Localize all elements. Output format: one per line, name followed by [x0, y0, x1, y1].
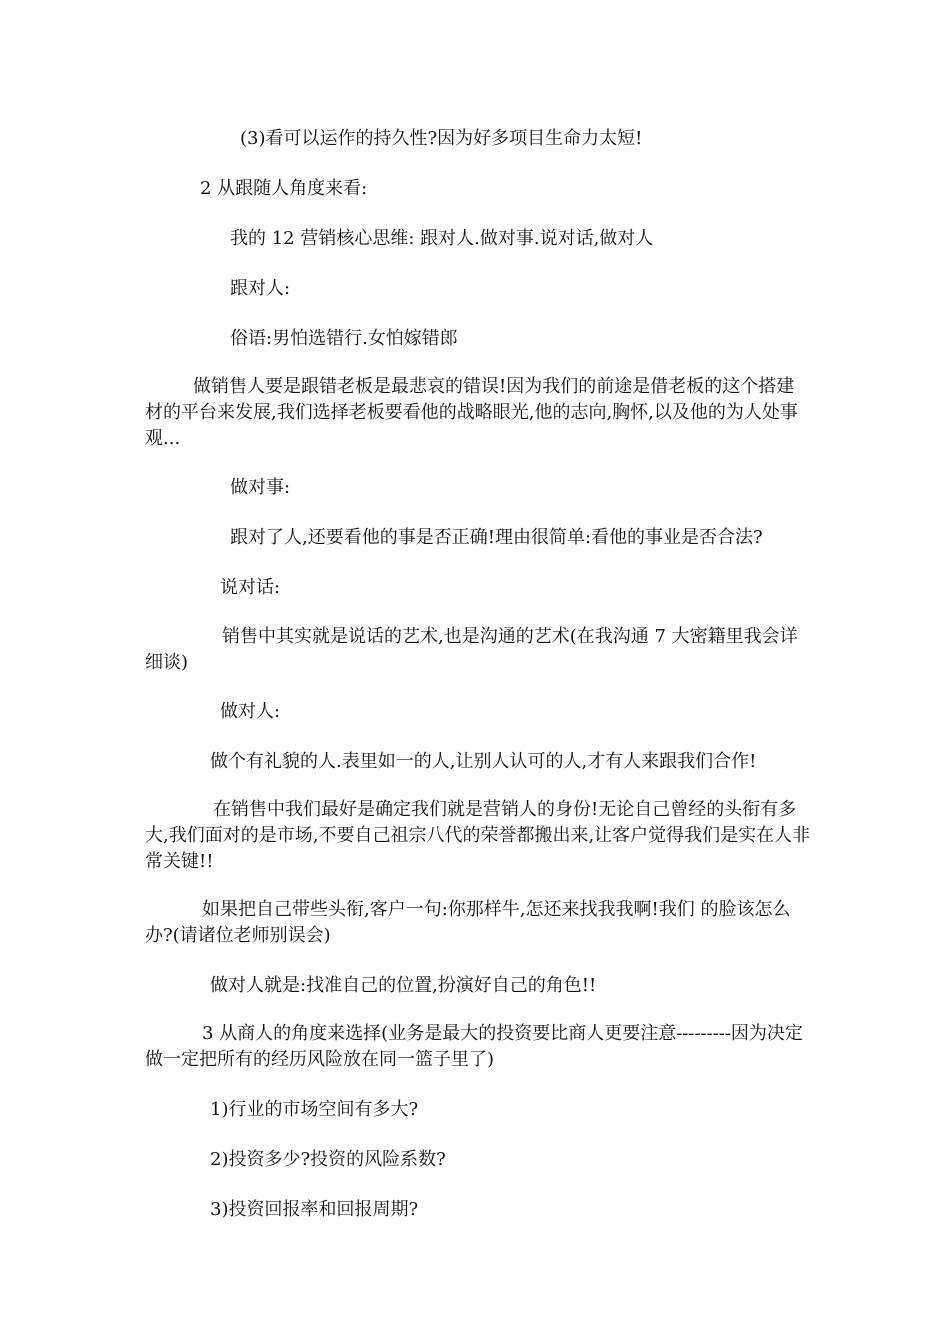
paragraph-legal-business: 跟对了人,还要看他的事是否正确!理由很简单:看他的事业是否合法? — [230, 527, 763, 548]
paragraph-polite-person: 做个有礼貌的人.表里如一的人,让别人认可的人,才有人来跟我们合作! — [210, 751, 757, 772]
subheading-follow-right-person: 跟对人: — [230, 278, 291, 299]
paragraph-choose-boss: 做销售人要是跟错老板是最悲哀的错误!因为我们的前途是借老板的这个搭建材的平台来发展,我们选择老板要看他的战略眼光,他的志向,胸怀,以及他的为人处事观... — [145, 376, 798, 449]
paragraph-core-thinking: 我的 12 营销核心思维: 跟对人.做对事.说对话,做对人 — [230, 228, 654, 249]
subheading-do-right-thing: 做对事: — [230, 477, 291, 498]
paragraph-art-of-speech: 销售中其实就是说话的艺术,也是沟通的艺术(在我沟通 7 大密籍里我会详细谈) — [145, 626, 798, 673]
paragraph-marketer-identity: 在销售中我们最好是确定我们就是营销人的身份!无论自己曾经的头衔有多大,我们面对的是市场,不要自己祖宗八代的荣誉都搬出来,让客户觉得我们是实在人非常关键!! — [145, 799, 811, 872]
paragraph-find-position: 做对人就是:找准自己的位置,扮演好自己的角色!! — [210, 975, 597, 996]
subheading-be-right-person: 做对人: — [220, 701, 281, 722]
subheading-say-right-words: 说对话: — [220, 577, 281, 598]
list-item-investment-risk: 2)投资多少?投资的风险系数? — [210, 1149, 446, 1170]
section-heading-follower: 2 从跟随人角度来看: — [200, 178, 368, 199]
section-heading-merchant: 3 从商人的角度来选择(业务是最大的投资要比商人更要注意---------因为决定做一定把所有的经历风险放在同一篮子里了) — [145, 1023, 803, 1070]
paragraph-proverb: 俗语:男怕选错行.女怕嫁错郎 — [230, 328, 458, 349]
paragraph-sustainability: (3)看可以运作的持久性?因为好多项目生命力太短! — [240, 128, 643, 149]
list-item-market-space: 1)行业的市场空间有多大? — [210, 1099, 419, 1120]
list-item-return-period: 3)投资回报率和回报周期? — [210, 1199, 419, 1220]
paragraph-titles: 如果把自己带些头衔,客户一句:你那样牛,怎还来找我我啊!我们 的脸该怎么办?(请诸位老师别误会) — [145, 899, 791, 946]
